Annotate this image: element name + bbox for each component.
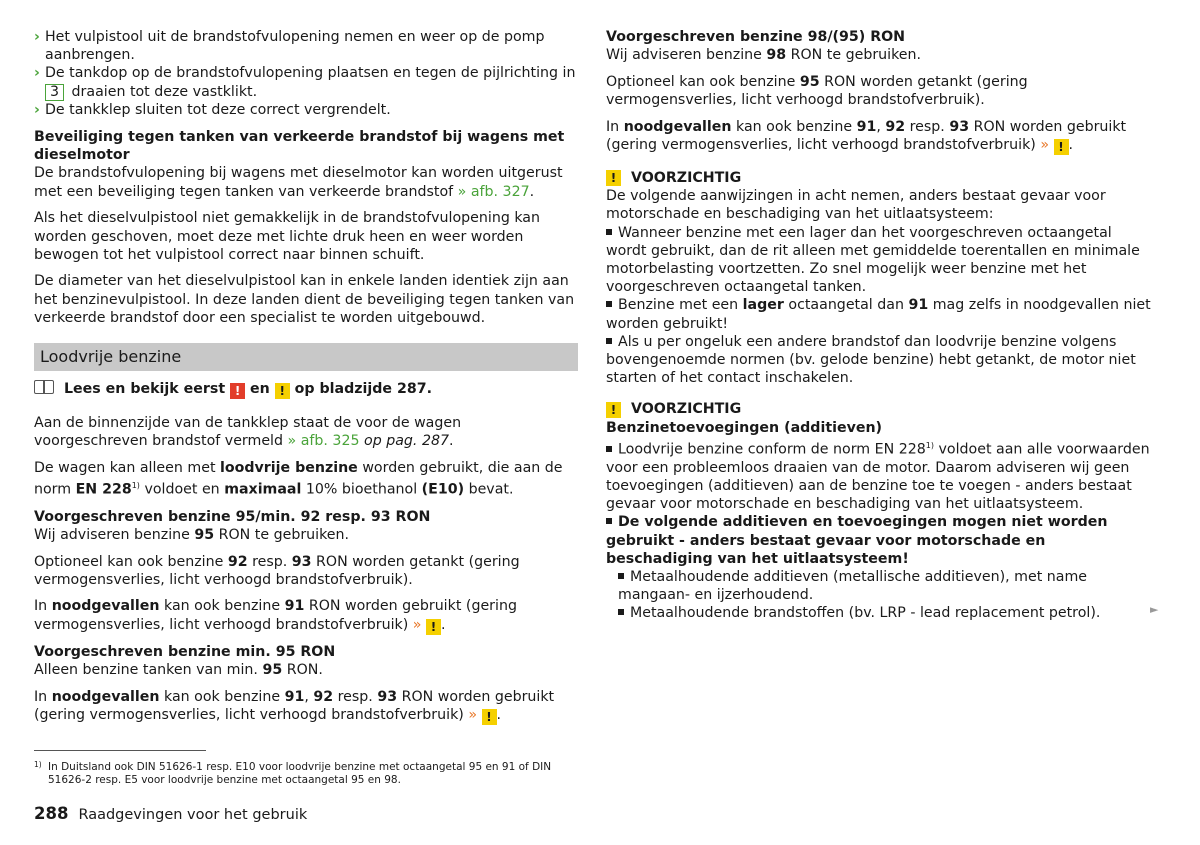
paragraph: Alleen benzine tanken van min. 95 RON. [34,662,323,679]
section-title: Loodvrije benzine [34,343,578,371]
right-column [606,28,1154,623]
caution-subbullet: Metaalhoudende brandstoffen (bv. LRP - lead replacement petrol). [606,604,1154,622]
warning-yellow-icon[interactable]: ! [426,619,441,635]
page-section-title: Raadgevingen voor het gebruik [78,807,308,823]
caution-heading: ! VOORZICHTIG [606,169,1154,187]
caution-bullet: De volgende additieven en toevoegingen mogen niet worden gebruikt - anders bestaat gevaar voor motorschade en beschadiging van het uitlaatsysteem! [606,514,1108,567]
subheading: Voorgeschreven benzine min. 95 RON [34,644,336,661]
square-bullet-icon [606,338,612,344]
chevron-icon: › [34,65,40,82]
diesel-paragraph: De brandstofvulopening bij wagens met dieselmotor kan worden uitgerust met een beveiliging tegen tanken van verkeerde brandstof » afb. 327. [34,165,563,200]
paragraph: Wij adviseren benzine 98 RON te gebruiken. [606,47,922,64]
paragraph: Aan de binnenzijde van de tankklep staat de voor de wagen voorgeschreven brandstof vermeld » afb. 325 op pag. 287. [34,415,462,450]
paragraph: De wagen kan alleen met loodvrije benzine worden gebruikt, die aan de norm EN 228$^{1)}$ voldoet en maximaal 10% bioethanol (E10) bevat. [34,459,563,498]
diesel-heading: Beveiliging tegen tanken van verkeerde brandstof bij wagens met dieselmotor [34,129,565,164]
figure-link[interactable]: » afb. 325 [287,433,360,450]
diesel-paragraph: De diameter van het dieselvulpistool kan in enkele landen identiek zijn aan het benzinevulpistool. In deze landen dient de beveiliging tegen tanken van verkeerde brandstof door een specialist te worden uitgebouwd. [34,273,575,326]
warning-yellow-icon[interactable]: ! [1054,139,1069,155]
caution-bullet: Loodvrije benzine conform de norm EN 228$^{1)}$ voldoet aan alle voorwaarden voor een probleemloos draaien van de motor. Daarom adviseren wij geen toevoegingen (additieven) aan de benzine toe te voegen - anders bestaat gevaar voor motorschade en beschadiging van het uitlaatsysteem. [606,440,1150,513]
paragraph: Wij adviseren benzine 95 RON te gebruiken. [34,526,350,543]
square-bullet-icon [606,301,612,307]
warning-red-icon[interactable]: ! [230,383,245,399]
figure-callout-number: 3 [45,84,64,101]
list-item: › Het vulpistool uit de brandstofvulopening nemen en weer op de pomp aanbrengen. [34,29,545,64]
paragraph: Optioneel kan ook benzine 92 resp. 93 RON worden getankt (gering vermogensverlies, licht verhoogd brandstofverbruik). [34,553,520,588]
subheading: Voorgeschreven benzine 98/(95) RON [606,29,906,45]
square-bullet-icon [606,518,612,524]
paragraph: In noodgevallen kan ook benzine 91, 92 resp. 93 RON worden gebruikt (gering vermogensverlies, licht verhoogd brandstofverbruik) » ! . [34,689,555,725]
warning-yellow-icon: ! [606,402,621,418]
list-item: › De tankdop op de brandstofvulopening plaatsen en tegen de pijlrichting in 3 draaien tot deze vastklikt. [34,65,576,100]
square-bullet-icon [618,609,624,615]
caution-subbullet: Metaalhoudende additieven (metallische additieven), met name mangaan- en ijzerhoudend. [618,569,1087,604]
caution-heading: ! VOORZICHTIG [606,400,1154,418]
warning-yellow-icon[interactable]: ! [482,709,497,725]
diesel-paragraph: Als het dieselvulpistool niet gemakkelijk in de brandstofvulopening kan worden geschoven, moet deze met lichte druk heen en weer worden bewogen tot het vulpistool correct naar binnen schuift. [34,210,540,263]
square-bullet-icon [618,573,624,579]
paragraph: In noodgevallen kan ook benzine 91, 92 resp. 93 RON worden gebruikt (gering vermogensverlies, licht verhoogd brandstofverbruik) » ! . [606,118,1127,155]
footnote-divider [34,750,206,751]
caution-box [606,400,1154,622]
chevron-icon: › [34,29,40,45]
warning-yellow-icon[interactable]: ! [275,383,290,399]
caution-bullet: Wanneer benzine met een lager dan het voorgeschreven octaangetal wordt gebruikt, dan de rit alleen met gemiddelde toerentallen en minimale motorbelasting voortzetten. Zo snel mogelijk weer benzine met het voorgeschreven octaangetal tanken. [606,224,1140,296]
paragraph: In noodgevallen kan ook benzine 91 RON worden gebruikt (gering vermogensverlies, licht verhoogd brandstofverbruik) » ! . [34,598,517,634]
square-bullet-icon [606,229,612,235]
caution-bullet: Als u per ongeluk een andere brandstof dan loodvrije benzine volgens bovengenoemde normen (bv. gelode benzine) hebt getankt, de motor niet starten of het contact inschakelen. [606,333,1136,387]
chevron-icon: › [34,101,40,118]
page-footer [34,805,307,824]
list-item: › De tankklep sluiten tot deze correct vergrendelt. [34,101,391,118]
square-bullet-icon [606,446,612,452]
figure-link[interactable]: » afb. 327 [457,183,530,200]
left-column [34,28,578,734]
footnote: 1) In Duitsland ook DIN 51626-1 resp. E10 voor loodvrije benzine met octaangetal 95 en 91 of DIN 51626-2 resp. E5 voor loodvrije benzine met octaangetal 95 en 98. [34,760,552,786]
continue-arrow-icon: ► [1150,603,1159,616]
caution-box: ! VOORZICHTIG De volgende aanwijzingen in acht nemen, anders bestaat gevaar voor motorschade en beschadiging van het uitlaatsysteem: Wanneer benzine met een lager dan het voorgeschreven octaangetal wordt gebruikt, dan de rit alleen met gemiddelde toerentallen en minimale motorbelasting voortzetten. Zo snel mogelijk weer benzine met het voorgeschreven octaangetal tanken. Benzine met een lager octaangetal dan 91 mag zelfs in noodgevallen niet worden gebruikt! Als u per ongeluk een andere brandstof dan loodvrije benzine volgens bovengenoemde normen (bv. gelode benzine) hebt getankt, de motor niet starten of het contact inschakelen. [606,169,1154,387]
caution-bullet: Benzine met een lager octaangetal dan 91 mag zelfs in noodgevallen niet worden gebruikt! [606,297,1151,332]
subheading: Voorgeschreven benzine 95/min. 92 resp. 93 RON [34,508,431,525]
footnote-marker: 1) [34,760,42,769]
warning-yellow-icon: ! [606,170,621,186]
footnote-marker: 1) [131,481,140,491]
caution-subheading: Benzinetoevoegingen (additieven) [606,419,883,436]
book-icon [34,380,54,394]
paragraph: Optioneel kan ook benzine 95 RON worden getankt (gering vermogensverlies, licht verhoogd brandstofverbruik). [606,73,1028,109]
page-number: 288 [34,804,69,823]
footnote-marker: 1) [925,440,934,450]
read-first-line: Lees en bekijk eerst ! en ! op bladzijde 287. [34,380,578,399]
